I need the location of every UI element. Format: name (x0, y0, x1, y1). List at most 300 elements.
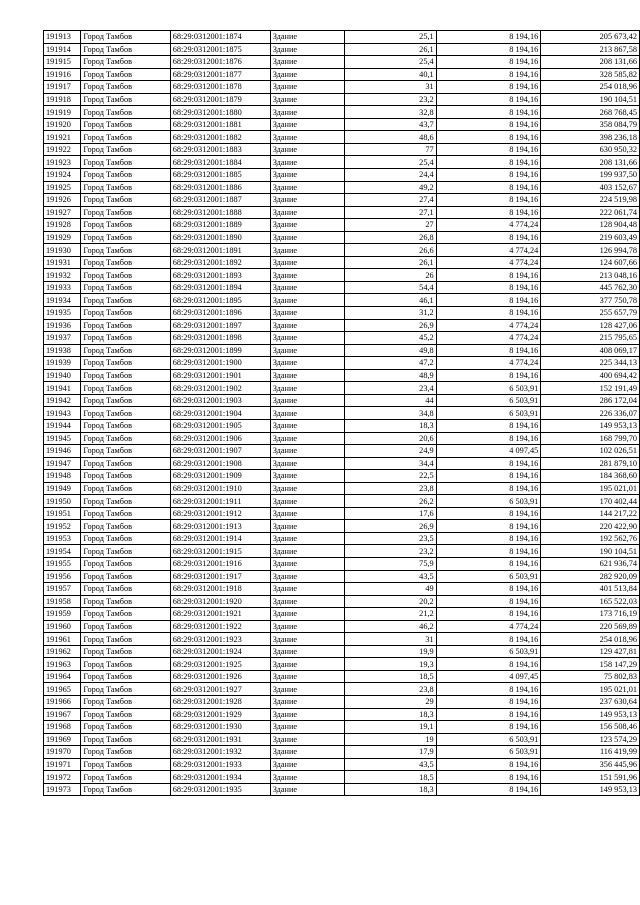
cell-cadastral-number: 68:29:0312001:1901 (170, 369, 270, 382)
cell-cadastral-value: 254 018,96 (541, 81, 640, 94)
table-row (44, 269, 640, 282)
cell-object-type: Здание (270, 43, 345, 56)
cell-cadastral-value: 224 519,98 (541, 194, 640, 207)
cell-object-type: Здание (270, 244, 345, 257)
cell-area: 23,4 (345, 382, 436, 395)
cell-cadastral-number: 68:29:0312001:1891 (170, 244, 270, 257)
cell-specific-value: 4 774,24 (436, 357, 541, 370)
cell-object-type: Здание (270, 219, 345, 232)
cell-area: 24,4 (345, 169, 436, 182)
cell-specific-value: 6 503,91 (436, 746, 541, 759)
cell-row-number: 191937 (44, 332, 81, 345)
cell-object-type: Здание (270, 56, 345, 69)
cell-specific-value: 8 194,16 (436, 583, 541, 596)
cell-specific-value: 6 503,91 (436, 394, 541, 407)
cell-cadastral-value: 173 716,19 (541, 608, 640, 621)
table-row (44, 181, 640, 194)
table-row (44, 532, 640, 545)
cell-cadastral-number: 68:29:0312001:1885 (170, 169, 270, 182)
cell-city: Город Тамбов (81, 81, 170, 94)
cell-area: 34,4 (345, 457, 436, 470)
cell-cadastral-value: 149 953,13 (541, 708, 640, 721)
cell-specific-value: 6 503,91 (436, 645, 541, 658)
cell-city: Город Тамбов (81, 557, 170, 570)
cell-specific-value: 8 194,16 (436, 532, 541, 545)
cell-object-type: Здание (270, 495, 345, 508)
cell-object-type: Здание (270, 156, 345, 169)
cell-cadastral-value: 199 937,50 (541, 169, 640, 182)
cell-specific-value: 8 194,16 (436, 520, 541, 533)
cell-cadastral-value: 621 936,74 (541, 557, 640, 570)
cell-specific-value: 8 194,16 (436, 721, 541, 734)
cell-object-type: Здание (270, 595, 345, 608)
cell-row-number: 191936 (44, 319, 81, 332)
cell-cadastral-value: 116 419,99 (541, 746, 640, 759)
cell-cadastral-value: 152 191,49 (541, 382, 640, 395)
cell-row-number: 191916 (44, 68, 81, 81)
cell-area: 54,4 (345, 281, 436, 294)
cell-area: 26,9 (345, 520, 436, 533)
cell-object-type: Здание (270, 369, 345, 382)
cell-cadastral-number: 68:29:0312001:1896 (170, 307, 270, 320)
cell-cadastral-number: 68:29:0312001:1890 (170, 231, 270, 244)
cell-specific-value: 8 194,16 (436, 156, 541, 169)
cell-area: 17,6 (345, 507, 436, 520)
table-row (44, 206, 640, 219)
cell-row-number: 191972 (44, 771, 81, 784)
table-row (44, 520, 640, 533)
cell-cadastral-number: 68:29:0312001:1897 (170, 319, 270, 332)
cell-cadastral-number: 68:29:0312001:1934 (170, 771, 270, 784)
table-row (44, 495, 640, 508)
cell-city: Город Тамбов (81, 357, 170, 370)
cell-object-type: Здание (270, 633, 345, 646)
cell-cadastral-value: 215 795,65 (541, 332, 640, 345)
cell-cadastral-number: 68:29:0312001:1933 (170, 758, 270, 771)
cell-cadastral-value: 356 445,96 (541, 758, 640, 771)
cell-row-number: 191960 (44, 620, 81, 633)
cell-cadastral-number: 68:29:0312001:1874 (170, 31, 270, 44)
cell-specific-value: 6 503,91 (436, 407, 541, 420)
cell-cadastral-value: 190 104,51 (541, 545, 640, 558)
cell-cadastral-number: 68:29:0312001:1898 (170, 332, 270, 345)
cell-cadastral-value: 195 021,01 (541, 683, 640, 696)
cell-cadastral-number: 68:29:0312001:1884 (170, 156, 270, 169)
cell-object-type: Здание (270, 771, 345, 784)
table-row (44, 294, 640, 307)
cell-cadastral-number: 68:29:0312001:1931 (170, 733, 270, 746)
cell-row-number: 191958 (44, 595, 81, 608)
cell-area: 18,3 (345, 708, 436, 721)
table-row (44, 143, 640, 156)
cell-cadastral-value: 123 574,29 (541, 733, 640, 746)
cell-cadastral-number: 68:29:0312001:1923 (170, 633, 270, 646)
cell-cadastral-value: 226 336,07 (541, 407, 640, 420)
cell-row-number: 191914 (44, 43, 81, 56)
cell-cadastral-value: 128 904,48 (541, 219, 640, 232)
cell-area: 20,6 (345, 432, 436, 445)
cell-specific-value: 8 194,16 (436, 470, 541, 483)
cell-specific-value: 8 194,16 (436, 595, 541, 608)
cell-city: Город Тамбов (81, 344, 170, 357)
cell-specific-value: 8 194,16 (436, 31, 541, 44)
cell-cadastral-value: 208 131,66 (541, 156, 640, 169)
cell-object-type: Здание (270, 583, 345, 596)
cell-specific-value: 8 194,16 (436, 482, 541, 495)
cell-city: Город Тамбов (81, 608, 170, 621)
cell-cadastral-number: 68:29:0312001:1920 (170, 595, 270, 608)
cell-area: 19,9 (345, 645, 436, 658)
cell-area: 31,2 (345, 307, 436, 320)
cell-object-type: Здание (270, 670, 345, 683)
table-row (44, 545, 640, 558)
table-row (44, 683, 640, 696)
cell-city: Город Тамбов (81, 319, 170, 332)
cell-row-number: 191948 (44, 470, 81, 483)
cell-specific-value: 8 194,16 (436, 695, 541, 708)
table-row (44, 31, 640, 44)
cell-area: 31 (345, 633, 436, 646)
cell-cadastral-number: 68:29:0312001:1894 (170, 281, 270, 294)
table-row (44, 419, 640, 432)
cell-cadastral-value: 237 630,64 (541, 695, 640, 708)
cell-specific-value: 8 194,16 (436, 457, 541, 470)
cell-cadastral-number: 68:29:0312001:1926 (170, 670, 270, 683)
cell-city: Город Тамбов (81, 482, 170, 495)
cell-specific-value: 8 194,16 (436, 419, 541, 432)
cell-area: 48,9 (345, 369, 436, 382)
cell-object-type: Здание (270, 106, 345, 119)
cell-city: Город Тамбов (81, 708, 170, 721)
cell-area: 40,1 (345, 68, 436, 81)
cell-cadastral-value: 170 402,44 (541, 495, 640, 508)
cell-city: Город Тамбов (81, 520, 170, 533)
cell-cadastral-number: 68:29:0312001:1876 (170, 56, 270, 69)
cell-city: Город Тамбов (81, 332, 170, 345)
cell-specific-value: 6 503,91 (436, 733, 541, 746)
cell-cadastral-number: 68:29:0312001:1912 (170, 507, 270, 520)
cell-city: Город Тамбов (81, 131, 170, 144)
cell-row-number: 191915 (44, 56, 81, 69)
cell-cadastral-number: 68:29:0312001:1911 (170, 495, 270, 508)
cell-cadastral-number: 68:29:0312001:1927 (170, 683, 270, 696)
cell-row-number: 191971 (44, 758, 81, 771)
cell-row-number: 191921 (44, 131, 81, 144)
cell-cadastral-value: 254 018,96 (541, 633, 640, 646)
table-row (44, 231, 640, 244)
cell-specific-value: 4 774,24 (436, 256, 541, 269)
cell-area: 45,2 (345, 332, 436, 345)
cell-object-type: Здание (270, 31, 345, 44)
cell-specific-value: 8 194,16 (436, 181, 541, 194)
table-row (44, 106, 640, 119)
cell-city: Город Тамбов (81, 695, 170, 708)
cell-city: Город Тамбов (81, 206, 170, 219)
cell-cadastral-number: 68:29:0312001:1880 (170, 106, 270, 119)
cell-row-number: 191931 (44, 256, 81, 269)
cell-row-number: 191942 (44, 394, 81, 407)
cell-object-type: Здание (270, 758, 345, 771)
cell-cadastral-value: 165 522,03 (541, 595, 640, 608)
cell-area: 26,6 (345, 244, 436, 257)
cell-specific-value: 8 194,16 (436, 294, 541, 307)
cell-cadastral-number: 68:29:0312001:1907 (170, 445, 270, 458)
cell-row-number: 191925 (44, 181, 81, 194)
cell-cadastral-value: 401 513,84 (541, 583, 640, 596)
cell-object-type: Здание (270, 658, 345, 671)
cell-cadastral-value: 400 694,42 (541, 369, 640, 382)
cell-cadastral-number: 68:29:0312001:1887 (170, 194, 270, 207)
cell-row-number: 191955 (44, 557, 81, 570)
cell-cadastral-value: 213 048,16 (541, 269, 640, 282)
cell-cadastral-number: 68:29:0312001:1903 (170, 394, 270, 407)
cell-area: 29 (345, 695, 436, 708)
cell-cadastral-value: 213 867,58 (541, 43, 640, 56)
cell-specific-value: 8 194,16 (436, 344, 541, 357)
cell-city: Город Тамбов (81, 269, 170, 282)
cell-area: 26,2 (345, 495, 436, 508)
cell-row-number: 191947 (44, 457, 81, 470)
cell-city: Город Тамбов (81, 394, 170, 407)
cell-area: 48,6 (345, 131, 436, 144)
table-row (44, 608, 640, 621)
cell-area: 23,2 (345, 93, 436, 106)
table-row (44, 81, 640, 94)
cell-specific-value: 8 194,16 (436, 307, 541, 320)
cell-row-number: 191923 (44, 156, 81, 169)
cell-row-number: 191933 (44, 281, 81, 294)
cell-city: Город Тамбов (81, 294, 170, 307)
cell-city: Город Тамбов (81, 31, 170, 44)
cell-city: Город Тамбов (81, 758, 170, 771)
cell-specific-value: 8 194,16 (436, 369, 541, 382)
cell-specific-value: 8 194,16 (436, 194, 541, 207)
cell-area: 20,2 (345, 595, 436, 608)
cell-cadastral-number: 68:29:0312001:1888 (170, 206, 270, 219)
cell-city: Город Тамбов (81, 419, 170, 432)
cell-cadastral-number: 68:29:0312001:1883 (170, 143, 270, 156)
cell-row-number: 191966 (44, 695, 81, 708)
cell-cadastral-value: 192 562,76 (541, 532, 640, 545)
cell-specific-value: 4 097,45 (436, 670, 541, 683)
cell-row-number: 191956 (44, 570, 81, 583)
cell-specific-value: 8 194,16 (436, 658, 541, 671)
table-row (44, 445, 640, 458)
table-row (44, 557, 640, 570)
table-row (44, 583, 640, 596)
cell-area: 26 (345, 269, 436, 282)
cell-cadastral-number: 68:29:0312001:1921 (170, 608, 270, 621)
cell-city: Город Тамбов (81, 658, 170, 671)
cell-specific-value: 8 194,16 (436, 68, 541, 81)
cell-cadastral-number: 68:29:0312001:1913 (170, 520, 270, 533)
cell-area: 32,8 (345, 106, 436, 119)
cell-cadastral-value: 190 104,51 (541, 93, 640, 106)
cell-cadastral-value: 126 994,78 (541, 244, 640, 257)
cell-city: Город Тамбов (81, 683, 170, 696)
cell-object-type: Здание (270, 206, 345, 219)
cell-area: 43,7 (345, 118, 436, 131)
cell-area: 18,5 (345, 771, 436, 784)
cell-object-type: Здание (270, 783, 345, 796)
cell-area: 18,3 (345, 783, 436, 796)
cell-row-number: 191919 (44, 106, 81, 119)
table-row (44, 357, 640, 370)
cell-row-number: 191934 (44, 294, 81, 307)
cell-object-type: Здание (270, 683, 345, 696)
cell-object-type: Здание (270, 645, 345, 658)
cell-city: Город Тамбов (81, 783, 170, 796)
table-row (44, 633, 640, 646)
cell-row-number: 191920 (44, 118, 81, 131)
cell-object-type: Здание (270, 281, 345, 294)
cell-row-number: 191970 (44, 746, 81, 759)
table-row (44, 758, 640, 771)
cell-cadastral-number: 68:29:0312001:1875 (170, 43, 270, 56)
cell-specific-value: 8 194,16 (436, 231, 541, 244)
cell-object-type: Здание (270, 181, 345, 194)
cell-area: 18,3 (345, 419, 436, 432)
cell-cadastral-number: 68:29:0312001:1935 (170, 783, 270, 796)
cell-specific-value: 4 097,45 (436, 445, 541, 458)
cell-city: Город Тамбов (81, 771, 170, 784)
cell-cadastral-value: 156 508,46 (541, 721, 640, 734)
cell-cadastral-number: 68:29:0312001:1905 (170, 419, 270, 432)
table-row (44, 118, 640, 131)
table-row (44, 281, 640, 294)
cell-specific-value: 8 194,16 (436, 56, 541, 69)
cell-area: 19,3 (345, 658, 436, 671)
cell-cadastral-value: 158 147,29 (541, 658, 640, 671)
cell-cadastral-number: 68:29:0312001:1895 (170, 294, 270, 307)
cell-object-type: Здание (270, 532, 345, 545)
cell-object-type: Здание (270, 68, 345, 81)
cell-object-type: Здание (270, 256, 345, 269)
cell-specific-value: 4 774,24 (436, 332, 541, 345)
cell-area: 24,9 (345, 445, 436, 458)
cell-row-number: 191917 (44, 81, 81, 94)
cell-cadastral-number: 68:29:0312001:1877 (170, 68, 270, 81)
table-row (44, 708, 640, 721)
table-row (44, 407, 640, 420)
cell-row-number: 191945 (44, 432, 81, 445)
cell-area: 23,2 (345, 545, 436, 558)
cell-area: 26,8 (345, 231, 436, 244)
table-row (44, 507, 640, 520)
cell-cadastral-number: 68:29:0312001:1917 (170, 570, 270, 583)
cell-area: 19 (345, 733, 436, 746)
cell-object-type: Здание (270, 407, 345, 420)
cell-cadastral-value: 102 026,51 (541, 445, 640, 458)
cell-object-type: Здание (270, 545, 345, 558)
cell-cadastral-number: 68:29:0312001:1909 (170, 470, 270, 483)
cell-specific-value: 8 194,16 (436, 118, 541, 131)
cell-specific-value: 8 194,16 (436, 708, 541, 721)
cell-row-number: 191962 (44, 645, 81, 658)
cell-row-number: 191922 (44, 143, 81, 156)
cell-row-number: 191951 (44, 507, 81, 520)
cell-object-type: Здание (270, 294, 345, 307)
cell-city: Город Тамбов (81, 68, 170, 81)
cell-city: Город Тамбов (81, 156, 170, 169)
cell-cadastral-number: 68:29:0312001:1879 (170, 93, 270, 106)
cell-area: 19,1 (345, 721, 436, 734)
cell-object-type: Здание (270, 419, 345, 432)
cell-area: 27 (345, 219, 436, 232)
cell-area: 47,2 (345, 357, 436, 370)
cell-cadastral-number: 68:29:0312001:1916 (170, 557, 270, 570)
table-row (44, 620, 640, 633)
cell-city: Город Тамбов (81, 495, 170, 508)
cell-object-type: Здание (270, 231, 345, 244)
cell-cadastral-value: 358 084,79 (541, 118, 640, 131)
cell-cadastral-value: 445 762,30 (541, 281, 640, 294)
cell-area: 44 (345, 394, 436, 407)
cell-row-number: 191953 (44, 532, 81, 545)
table-row (44, 332, 640, 345)
table-row (44, 670, 640, 683)
cell-city: Город Тамбов (81, 181, 170, 194)
cell-area: 23,8 (345, 482, 436, 495)
cell-city: Город Тамбов (81, 194, 170, 207)
cell-object-type: Здание (270, 507, 345, 520)
table-row (44, 733, 640, 746)
cell-city: Город Тамбов (81, 307, 170, 320)
cell-cadastral-value: 377 750,78 (541, 294, 640, 307)
cell-area: 27,1 (345, 206, 436, 219)
table-row (44, 595, 640, 608)
cell-city: Город Тамбов (81, 432, 170, 445)
cell-city: Город Тамбов (81, 746, 170, 759)
cell-cadastral-value: 225 344,13 (541, 357, 640, 370)
cell-cadastral-number: 68:29:0312001:1893 (170, 269, 270, 282)
cell-specific-value: 8 194,16 (436, 81, 541, 94)
table-row (44, 43, 640, 56)
table-row (44, 56, 640, 69)
cell-cadastral-number: 68:29:0312001:1929 (170, 708, 270, 721)
cell-object-type: Здание (270, 708, 345, 721)
cell-city: Город Тамбов (81, 169, 170, 182)
cell-cadastral-value: 75 802,83 (541, 670, 640, 683)
cell-area: 43,5 (345, 758, 436, 771)
table-row (44, 570, 640, 583)
cell-object-type: Здание (270, 81, 345, 94)
cell-object-type: Здание (270, 695, 345, 708)
cell-cadastral-number: 68:29:0312001:1932 (170, 746, 270, 759)
cell-object-type: Здание (270, 721, 345, 734)
cell-area: 23,8 (345, 683, 436, 696)
table-row (44, 219, 640, 232)
cell-cadastral-number: 68:29:0312001:1906 (170, 432, 270, 445)
cell-area: 25,1 (345, 31, 436, 44)
cell-area: 25,4 (345, 156, 436, 169)
cell-city: Город Тамбов (81, 620, 170, 633)
cell-row-number: 191954 (44, 545, 81, 558)
cell-city: Город Тамбов (81, 143, 170, 156)
cell-city: Город Тамбов (81, 470, 170, 483)
cell-object-type: Здание (270, 169, 345, 182)
table-row (44, 307, 640, 320)
table-row (44, 457, 640, 470)
cell-area: 49,2 (345, 181, 436, 194)
cell-object-type: Здание (270, 570, 345, 583)
table-row (44, 783, 640, 796)
cell-cadastral-value: 268 768,45 (541, 106, 640, 119)
cell-city: Город Тамбов (81, 118, 170, 131)
cell-row-number: 191930 (44, 244, 81, 257)
cell-row-number: 191973 (44, 783, 81, 796)
table-row (44, 771, 640, 784)
